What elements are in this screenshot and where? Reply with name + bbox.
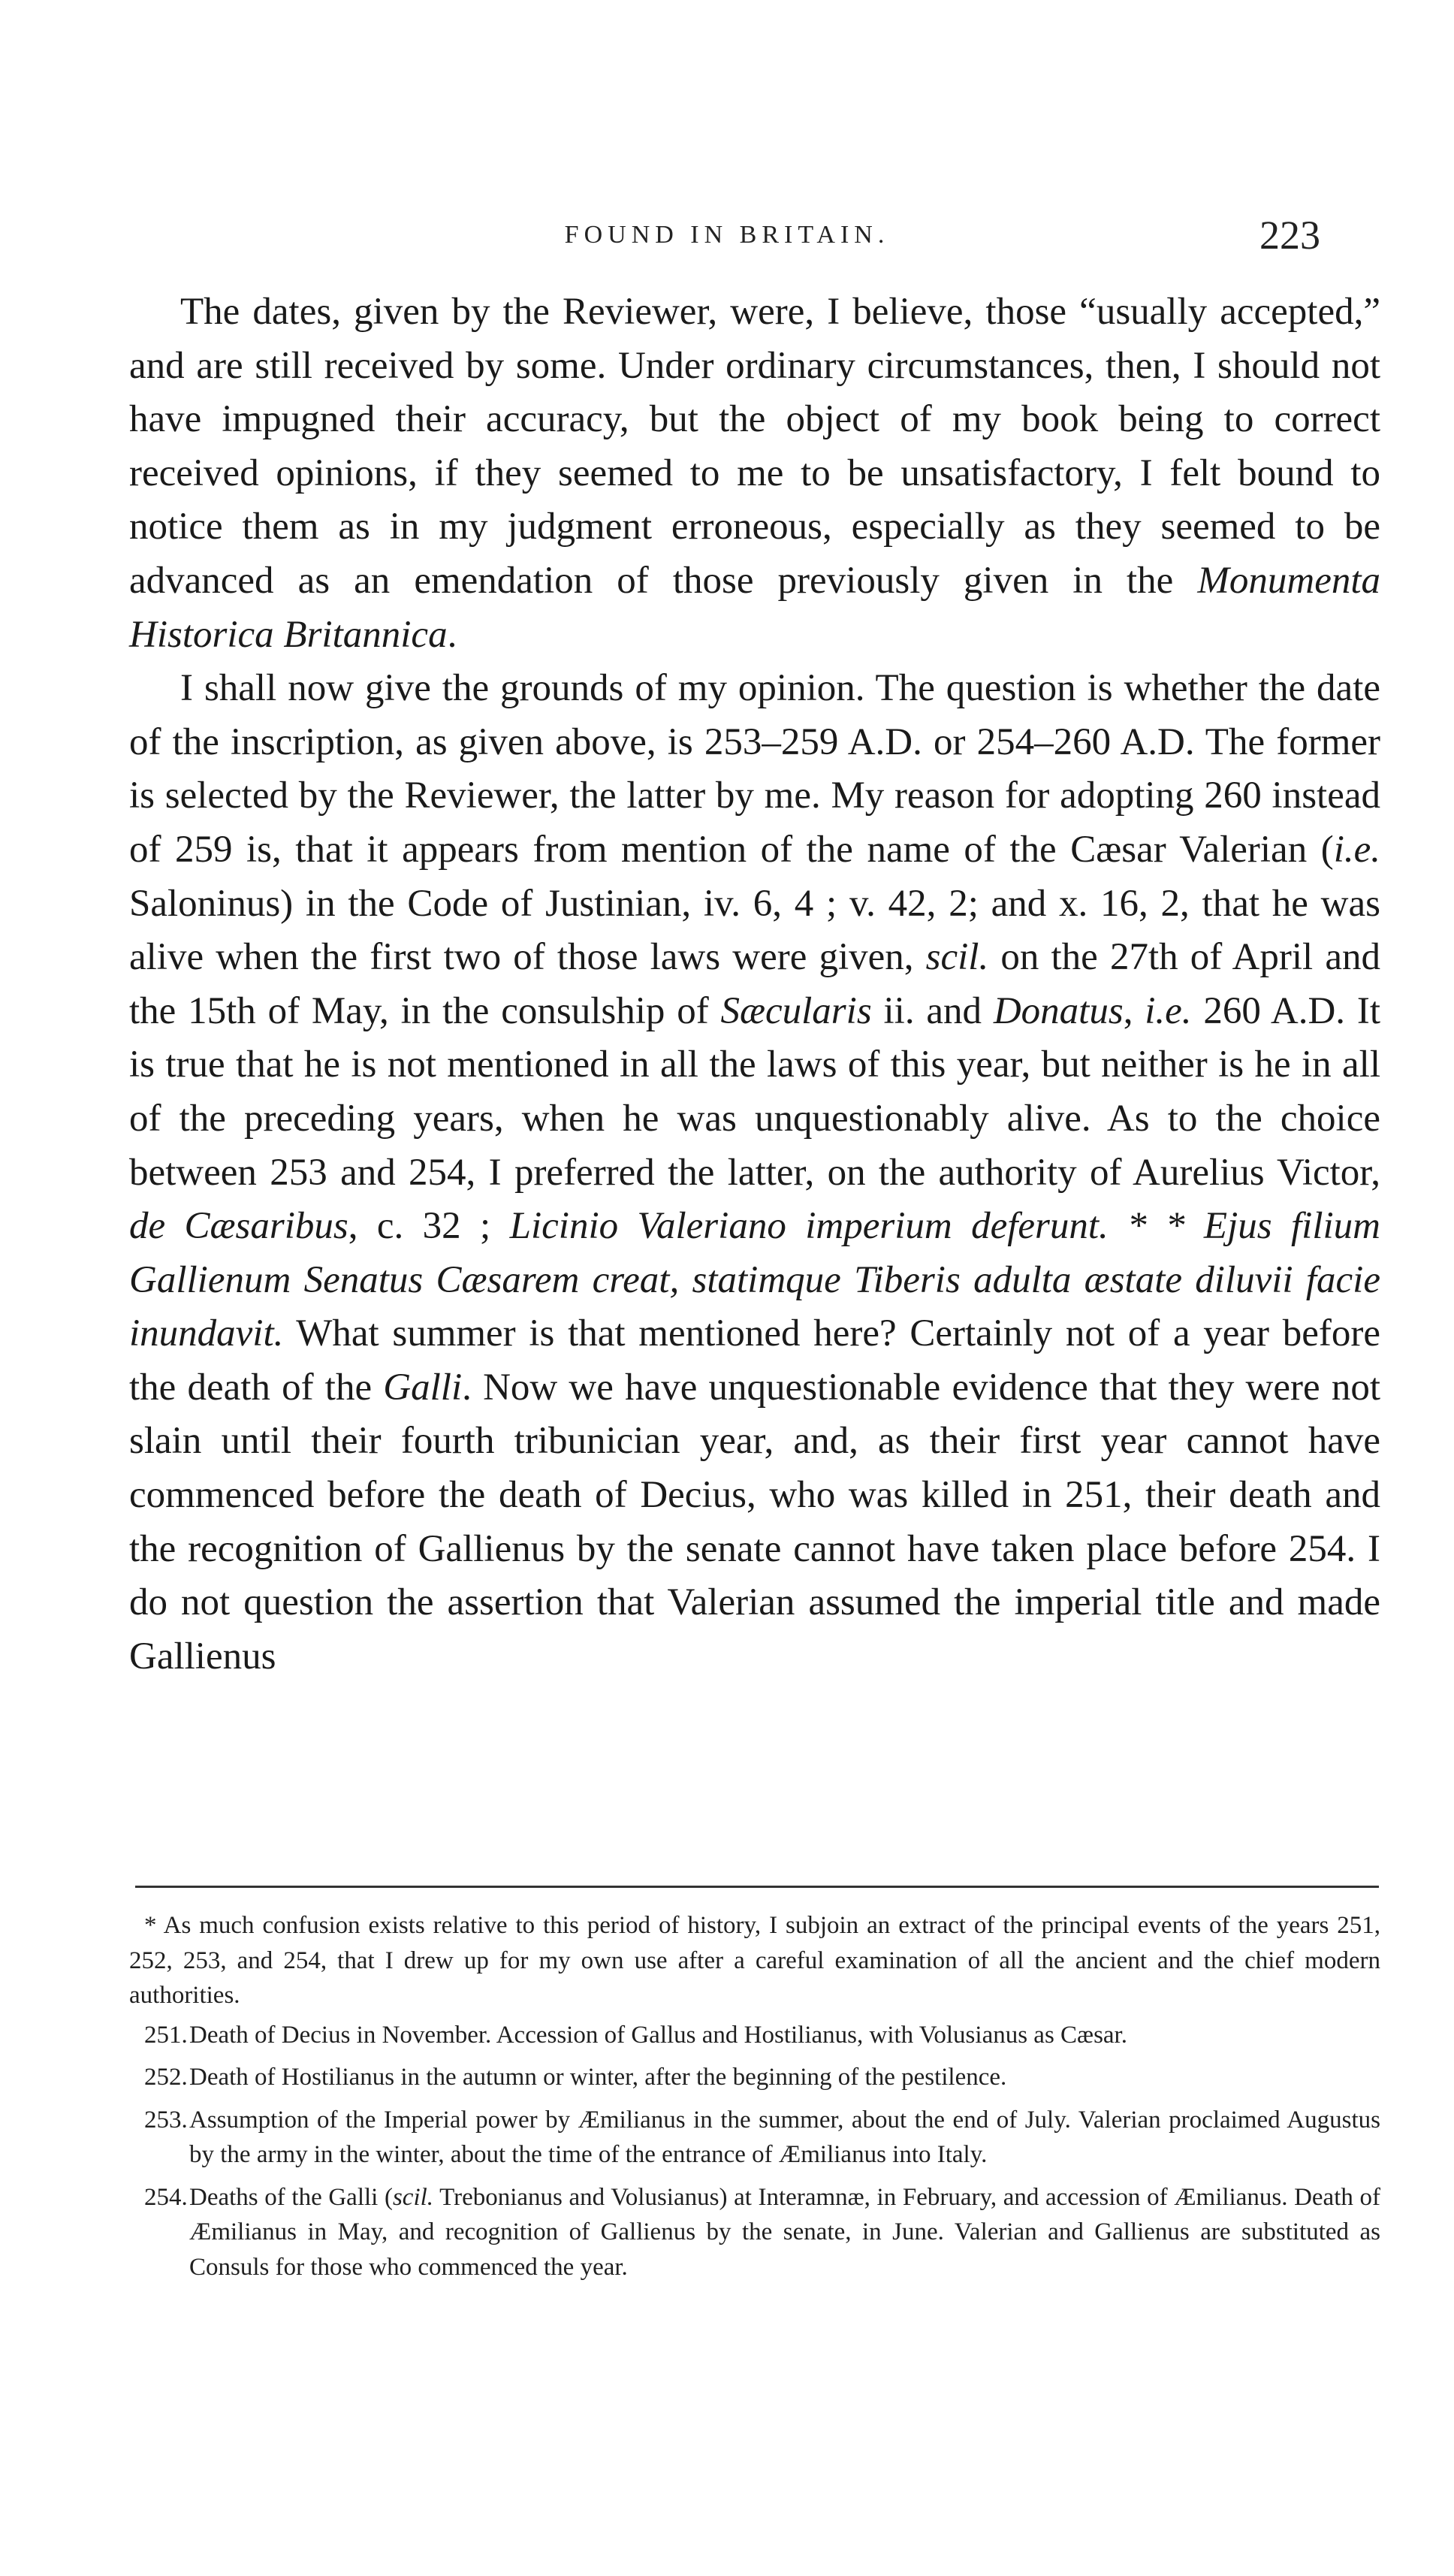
main-text xyxy=(129,285,1380,1684)
entry-text-part: Trebonianus and Volusianus) at Interamnæ, in February, and accession of Æmilianus. Death of Æmilianus in May, and recognition of Gallienus by the senate, in June. Valerian and Gallienus are substituted as Consuls for those who commenced the year. xyxy=(189,2183,1380,2281)
paragraph-1-end: . xyxy=(447,613,457,656)
paragraph-2-text: , xyxy=(1123,989,1145,1032)
abbrev-scil: scil. xyxy=(925,936,989,979)
paragraph-2-text: I shall now give the grounds of my opinion. The question is whether the date of the inscription, as given above, is 253–259 A.D. or 254–260 A.D. The former is selected by the Reviewer, the latter by me. My reason for adopting 260 instead of 259 is, that it appears from mention of the name of the Cæsar Valerian ( xyxy=(129,667,1380,871)
footnote-rule xyxy=(135,1886,1379,1888)
galli-name: Galli xyxy=(383,1366,463,1409)
chronology-entry xyxy=(129,2060,1380,2095)
paragraph-2-text: What summer is that mentioned here? Certainly not of a year before the death of the xyxy=(129,1312,1380,1409)
paragraph-2-text: ii. and xyxy=(871,989,994,1032)
footnote xyxy=(129,1908,1380,2285)
paragraph-1-text: The dates, given by the Reviewer, were, I believe, those “usually accepted,” and are still received by some. Under ordinary circumstances, then, I should not have impugned their accuracy, but the object of my book being to correct received opinions, if they seemed to me to be unsatisfactory, I felt bound to notice them as in my judgment erroneous, especially as they seemed to be advanced as an emendation of those previously given in the xyxy=(129,291,1380,602)
paragraph-2-text: , c. 32 ; xyxy=(348,1205,510,1248)
chronology-entry xyxy=(129,2018,1380,2053)
running-head: FOUND IN BRITAIN. xyxy=(564,221,890,249)
entry-year: 254. xyxy=(144,2183,188,2211)
consul-name: Donatus xyxy=(993,989,1124,1032)
abbrev-ie: i.e. xyxy=(1333,828,1380,871)
chronology-entry xyxy=(129,2180,1380,2285)
entry-text: Assumption of the Imperial power by Æmilianus in the summer, about the end of July. Valerian proclaimed Augustus by the army in the winter, about the time of the entrance of Æmilianus into Italy. xyxy=(189,2106,1380,2168)
page-number: 223 xyxy=(1259,213,1320,258)
monumenta-title: Monumenta Historica Britannica xyxy=(129,559,1380,656)
entry-year: 253. xyxy=(144,2106,188,2134)
paragraph-1 xyxy=(129,285,1380,662)
latin-quotation: Licinio Valeriano imperium deferunt. * * Ejus filium Gallienum Senatus Cæsarem creat, statimque Tiberis adulta æstate diluvii facie inundavit. xyxy=(129,1205,1380,1355)
paragraph-2-text: 260 A.D. It is true that he is not mentioned in all the laws of this year, but neither is he in all of the preceding years, when he was unquestionably alive. As to the choice between 253 and 254, I preferred the latter, on the authority of Aurelius Victor, xyxy=(129,989,1380,1194)
abbrev-ie: i.e. xyxy=(1145,989,1192,1032)
entry-text xyxy=(189,2180,1380,2285)
entry-text: Death of Decius in November. Accession of Gallus and Hostilianus, with Volusianus as Cæsar. xyxy=(189,2021,1127,2049)
entry-text: Death of Hostilianus in the autumn or winter, after the beginning of the pestilence. xyxy=(189,2064,1007,2091)
consul-name: Sæcularis xyxy=(720,989,872,1032)
paragraph-2-text: . Now we have unquestionable evidence that they were not slain until their fourth tribunician year, and, as their first year cannot have commenced before the death of Decius, who was killed in 251, their death and the recognition of Gallienus by the senate cannot have taken place before 254. I do not question the assertion that Valerian assumed the imperial title and made Gallienus xyxy=(129,1366,1380,1678)
entry-text-part: Deaths of the Galli ( xyxy=(189,2183,393,2211)
abbrev-scil: scil. xyxy=(392,2183,434,2211)
page-header xyxy=(0,212,1454,257)
entry-year: 252. xyxy=(144,2064,188,2091)
paragraph-2 xyxy=(129,662,1380,1684)
paragraph-2-text: on the 27th of April and the 15th of May, in the consulship of xyxy=(129,936,1380,1032)
work-title: de Cæsaribus xyxy=(129,1205,348,1248)
footnote-intro: * As much confusion exists relative to this period of history, I subjoin an extract of the principal events of the years 251, 252, 253, and 254, that I drew up for my own use after a careful examination of all the ancient and the chief modern authorities. xyxy=(129,1912,1380,2009)
entry-year: 251. xyxy=(144,2021,188,2049)
paragraph-2-text: Saloninus) in the Code of Justinian, iv. 6, 4 ; v. 42, 2; and x. 16, 2, that he was alive when the first two of those laws were given, xyxy=(129,882,1380,979)
chronology-entry xyxy=(129,2103,1380,2173)
